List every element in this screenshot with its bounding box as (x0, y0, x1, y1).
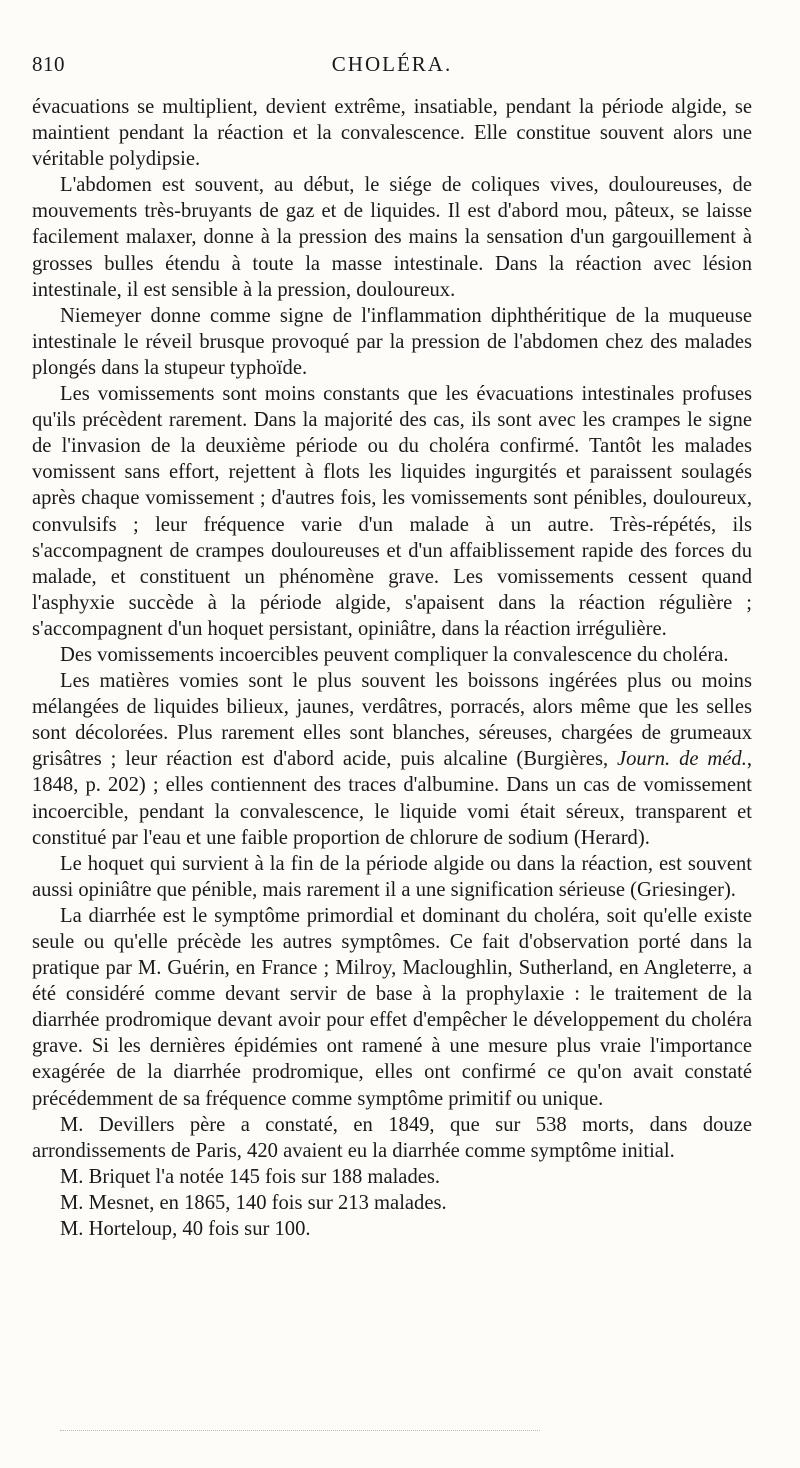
matieres-text-after: , 1848, p. 202) ; elles contiennent des traces d'albumine. Dans un cas de vomissement incoercible, pendant la convalescence, le liquide vomi était séreux, transparent et constitué par l'eau et une faible proportion de chlorure de sodium (Herard). (32, 748, 752, 849)
page-number: 810 (32, 52, 65, 76)
paragraph-abdomen: L'abdomen est souvent, au début, le siége de coliques vives, douloureuses, de mouvements très-bruyants de gaz et de liquides. Il est d'abord mou, pâteux, se laisse facilement malaxer, donne à la pression des mains la sensation d'un gargouillement à grosses bulles étendu à toute la masse intestinale. Dans la réaction avec lésion intestinale, il est sensible à la pression, douloureux. (32, 174, 752, 301)
paragraph-thirst-continued: évacuations se multiplient, devient extrême, insatiable, pendant la période algide, se maintient pendant la réaction et la convalescence. Elle constitue souvent alors une véritable polydipsie. (32, 96, 752, 171)
paragraph-devillers: M. Devillers père a constaté, en 1849, que sur 538 morts, dans douze arrondissements de Paris, 420 avaient eu la diarrhée comme symptôme initial. (32, 1113, 752, 1162)
paragraph-niemeyer: Niemeyer donne comme signe de l'inflammation diphthéritique de la muqueuse intestinale le réveil brusque provoqué par la pression de l'abdomen chez des malades plongés dans la stupeur typhoïde. (32, 304, 752, 379)
paragraph-briquet: M. Briquet l'a notée 145 fois sur 188 malades. (60, 1165, 441, 1188)
paragraph-vomissements-incoercibles: Des vomissements incoercibles peuvent compliquer la convalescence du choléra. (60, 643, 729, 666)
paragraph-matieres-vomies (32, 668, 752, 851)
paragraph-vomissements: Les vomissements sont moins constants que les évacuations intestinales profuses qu'ils précèdent rarement. Dans la majorité des cas, ils sont avec les crampes le signe de l'invasion de la deuxième période ou du choléra confirmé. Tantôt les malades vomissent sans effort, rejettent à flots les liquides ingurgités et paraissent soulagés après chaque vomissement ; d'autres fois, les vomissements sont pénibles, douloureux, convulsifs ; leur fréquence varie d'un malade à un autre. Très-répétés, ils s'accompagnent de crampes douloureuses et d'un affaiblissement rapide des forces du malade, et constituent un phénomène grave. Les vomissements cessent quand l'asphyxie succède à la période algide, s'apaisent dans la réaction régulière ; s'accompagnent d'un hoquet persistant, opiniâtre, dans la réaction irrégulière. (32, 383, 752, 640)
paragraph-diarrhee: La diarrhée est le symptôme primordial et dominant du choléra, soit qu'elle existe seule ou qu'elle précède les autres symptômes. Ce fait d'observation porté dans la pratique par M. Guérin, en France ; Milroy, Macloughlin, Sutherland, en Angleterre, a été considéré comme devant servir de base à la prophylaxie : le traitement de la diarrhée prodromique devant avoir pour effet d'empêcher le développement du choléra grave. Si les dernières épidémies ont ramené à une mesure plus vraie l'importance exagérée de la diarrhée prodromique, elles ont confirmé ce qu'on avait constaté précédemment de sa fréquence comme symptôme primitif ou unique. (32, 904, 752, 1110)
body-text (32, 94, 752, 1242)
page-header (32, 52, 752, 94)
journal-reference: Journ. de méd. (617, 748, 747, 771)
paragraph-mesnet: M. Mesnet, en 1865, 140 fois sur 213 malades. (60, 1191, 447, 1214)
running-title: CHOLÉRA. (331, 52, 453, 76)
paragraph-hoquet: Le hoquet qui survient à la fin de la période algide ou dans la réaction, est souvent aussi opiniâtre que pénible, mais rarement il a une signification sérieuse (Griesinger). (32, 852, 752, 901)
matieres-text-before: Les matières vomies sont le plus souvent les boissons ingérées plus ou moins mélangées de liquides bilieux, jaunes, verdâtres, porracés, alors même que les selles sont décolorées. Plus rarement elles sont blanches, séreuses, chargées de grumeaux grisâtres ; leur réaction est d'abord acide, puis alcaline (Burgières, (32, 670, 752, 771)
paragraph-horteloup: M. Horteloup, 40 fois sur 100. (60, 1218, 311, 1241)
bottom-divider (60, 1430, 540, 1431)
